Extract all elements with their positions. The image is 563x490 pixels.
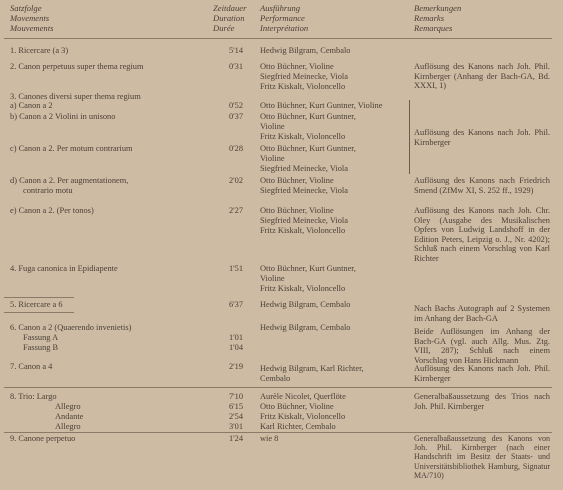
duration: 6'15: [228, 402, 244, 411]
performer: Hedwig Bilgram, Karl Richter,: [260, 364, 364, 373]
duration: 1'04: [228, 343, 244, 352]
performer: Violine: [260, 274, 285, 283]
performer: Otto Büchner, Kurt Guntner,: [260, 112, 356, 121]
movement: a) Canon a 2: [10, 101, 53, 110]
divider: [4, 312, 74, 313]
movement: c) Canon a 2. Per motum contrarium: [10, 144, 133, 153]
performer: Siegfried Meinecke, Viola: [260, 216, 348, 225]
duration: 6'37: [228, 300, 244, 309]
performer: Violine: [260, 122, 285, 131]
performer: Siegfried Meinecke, Viola: [260, 186, 348, 195]
header-line: Ausführung: [260, 3, 301, 13]
performer: Siegfried Meinecke, Viola: [260, 72, 348, 81]
performer: Aurèle Nicolet, Querflöte: [260, 392, 346, 401]
remarks: Auflösung des Kanons nach Joh. Phil. Kirnberger: [414, 128, 550, 147]
header-duration: [213, 3, 246, 33]
header-line: Bemerkungen: [414, 3, 462, 13]
performer: Hedwig Bilgram, Cembalo: [260, 300, 351, 309]
movement-version: Fassung A: [23, 333, 59, 342]
duration: 2'54: [228, 412, 244, 421]
duration: 0'37: [228, 112, 244, 121]
remarks: Generalbaßaussetzung des Kanons von Joh. Phil. Kirnberger (nach einer Handschrift im Besitz der Staats- und Universitätsbibliothek Hamburg, Signatur MA/710): [414, 434, 550, 480]
header-line: Remarques: [414, 23, 453, 33]
duration: 0'28: [228, 144, 244, 153]
performer: Otto Büchner, Kurt Guntner,: [260, 144, 356, 153]
movement: contrario motu: [23, 186, 73, 195]
performer: Fritz Kiskalt, Violoncello: [260, 132, 346, 141]
duration: 1'51: [228, 264, 244, 273]
header-line: Satzfolge: [10, 3, 42, 13]
performer: Fritz Kiskalt, Violoncello: [260, 226, 346, 235]
movement: 6. Canon a 2 (Quaerendo invenietis): [10, 323, 132, 332]
movement: 7. Canon a 4: [10, 362, 53, 371]
remarks: Auflösung des Kanons nach Joh. Chr. Oley (Ausgabe des Musikalischen Opfers von Ludwig Landshoff in der Edition Peters, Leipzig o. J., Nr. 4202); Schluß nach einem Vorschlag von Karl Richter: [414, 206, 550, 263]
header-line: Mouvements: [10, 23, 54, 33]
performer: Hedwig Bilgram, Cembalo: [260, 46, 351, 55]
remarks: Beide Auflösungen im Anhang der Bach-GA (vgl. auch Allg. Mus. Ztg. VIII, 287); Schluß nach einem Vorschlag von Hans Hickmann: [414, 327, 550, 365]
performer: Otto Büchner, Kurt Guntner, Violine: [260, 101, 383, 110]
movement: b) Canon a 2 Violini in unisono: [10, 112, 116, 121]
divider: [4, 297, 74, 298]
header-line: Duration: [213, 13, 245, 23]
header-line: Movements: [10, 13, 50, 23]
performer: Otto Büchner, Violine: [260, 206, 334, 215]
performer: Fritz Kiskalt, Violoncello: [260, 284, 346, 293]
duration: 2'27: [228, 206, 244, 215]
movement: 8. Trio: Largo: [10, 392, 57, 401]
performer: Otto Büchner, Violine: [260, 62, 334, 71]
movement: 3. Canones diversi super thema regium: [10, 92, 141, 101]
performer: Fritz Kiskalt, Violoncello: [260, 412, 346, 421]
remarks: Generalbaßaussetzung des Trios nach Joh. Phil. Kirnberger: [414, 392, 550, 411]
movement-part: Andante: [55, 412, 84, 421]
performer: Otto Büchner, Violine: [260, 176, 334, 185]
performer: Otto Büchner, Violine: [260, 402, 334, 411]
movement-version: Fassung B: [23, 343, 59, 352]
duration: 1'24: [228, 434, 244, 443]
performer: Karl Richter, Cembalo: [260, 422, 336, 431]
movement-part: Allegro: [55, 422, 81, 431]
header-remarks: [414, 3, 461, 33]
movement: 5. Ricercare a 6: [10, 300, 63, 309]
duration: 3'01: [228, 422, 244, 431]
header-line: Zeitdauer: [213, 3, 247, 13]
header-movements: [10, 3, 53, 33]
duration: 1'01: [228, 333, 244, 342]
performer: Cembalo: [260, 374, 291, 383]
duration: 2'19: [228, 362, 244, 371]
movement-part: Allegro: [55, 402, 81, 411]
movement: 9. Canone perpetuo: [10, 434, 76, 443]
remarks: Nach Bachs Autograph auf 2 Systemen im Anhang der Bach-GA: [414, 304, 550, 323]
bracket-line: [409, 100, 412, 174]
header-line: Interprétation: [260, 23, 309, 33]
performer: Hedwig Bilgram, Cembalo: [260, 323, 351, 332]
remarks: Auflösung des Kanons nach Joh. Phil. Kirnberger: [414, 364, 550, 383]
header-line: Durée: [213, 23, 235, 33]
duration: 0'52: [228, 101, 244, 110]
performer: Siegfried Meinecke, Viola: [260, 164, 348, 173]
movement: 4. Fuga canonica in Epidiapente: [10, 264, 118, 273]
movement: 2. Canon perpetuus super thema regium: [10, 62, 144, 71]
movement: e) Canon a 2. (Per tonos): [10, 206, 94, 215]
movement: 1. Ricercare (a 3): [10, 46, 69, 55]
duration: 7'10: [228, 392, 244, 401]
divider: [4, 387, 552, 388]
duration: 2'02: [228, 176, 244, 185]
header-line: Performance: [260, 13, 305, 23]
performer: wie 8: [260, 434, 279, 443]
remarks: Auflösung des Kanons nach Joh. Phil. Kirnberger (Anhang der Bach-GA, Bd. XXXI, 1): [414, 62, 550, 91]
divider: [4, 432, 552, 433]
header-line: Remarks: [414, 13, 445, 23]
performer: Violine: [260, 154, 285, 163]
duration: 0'31: [228, 62, 244, 71]
performer: Fritz Kiskalt, Violoncello: [260, 82, 346, 91]
header-performance: [260, 3, 308, 33]
remarks: Auflösung des Kanons nach Friedrich Smend (ZfMw XI, S. 252 ff., 1929): [414, 176, 550, 195]
duration: 5'14: [228, 46, 244, 55]
performer: Otto Büchner, Kurt Guntner,: [260, 264, 356, 273]
movement: d) Canon a 2. Per augmentationem,: [10, 176, 129, 185]
divider: [4, 38, 552, 39]
